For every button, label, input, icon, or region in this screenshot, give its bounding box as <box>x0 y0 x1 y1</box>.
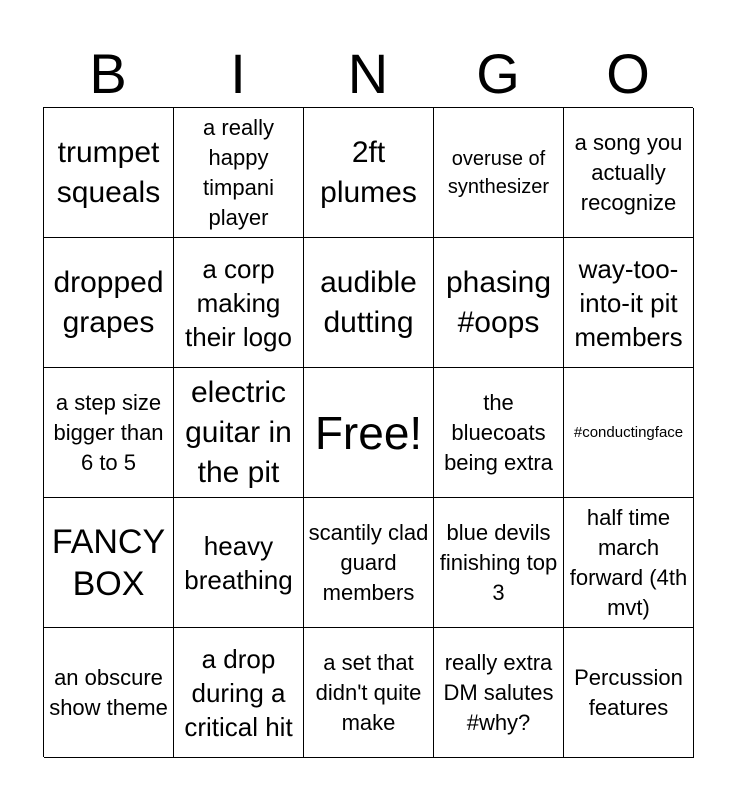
bingo-cell[interactable] <box>304 628 434 758</box>
bingo-cell[interactable] <box>304 238 434 368</box>
bingo-cell[interactable] <box>434 368 564 498</box>
cell-text: a really happy timpani player <box>203 114 274 230</box>
cell-text: a step size bigger than 6 to 5 <box>53 389 164 475</box>
bingo-cell[interactable] <box>564 628 694 758</box>
cell-text: the bluecoats being extra <box>444 389 553 475</box>
cell-text: scantily clad guard members <box>308 519 429 605</box>
header-letter-i: I <box>230 42 246 105</box>
cell-text: a corp making their logo <box>185 253 292 352</box>
bingo-card-grid <box>43 107 693 757</box>
cell-text: a song you actually recognize <box>574 129 683 215</box>
cell-text: phasing #oops <box>445 265 552 339</box>
header-letter-g: G <box>476 42 520 105</box>
cell-text: overuse of synthesizer <box>447 147 550 198</box>
bingo-cell[interactable] <box>174 108 304 238</box>
cell-text: an obscure show theme <box>49 664 168 720</box>
cell-text: electric guitar in the pit <box>185 375 292 489</box>
bingo-cell[interactable] <box>434 498 564 628</box>
bingo-cell[interactable] <box>434 628 564 758</box>
header-letter-b: B <box>89 42 127 105</box>
header-letter-n: N <box>347 42 389 105</box>
cell-text: heavy breathing <box>184 530 293 595</box>
bingo-cell[interactable] <box>44 238 174 368</box>
bingo-cell[interactable] <box>174 628 304 758</box>
cell-text: really extra DM salutes #why? <box>443 649 554 735</box>
cell-text: blue devils finishing top 3 <box>439 519 558 605</box>
free-space-text: Free! <box>314 406 423 459</box>
cell-text: 2ft plumes <box>320 135 417 209</box>
cell-text: FANCY BOX <box>51 522 166 603</box>
bingo-cell[interactable] <box>174 238 304 368</box>
bingo-cell[interactable] <box>44 108 174 238</box>
cell-text: half time march forward (4th mvt) <box>569 504 688 620</box>
cell-text: a set that didn't quite make <box>315 649 422 735</box>
cell-text: audible dutting <box>320 265 417 339</box>
bingo-cell[interactable] <box>434 108 564 238</box>
bingo-cell[interactable] <box>174 368 304 498</box>
cell-text: dropped grapes <box>53 265 164 339</box>
cell-text: Percussion features <box>574 664 683 720</box>
bingo-header <box>43 40 693 108</box>
cell-text: way-too-into-it pit members <box>574 253 683 352</box>
header-letter-o: O <box>606 42 650 105</box>
bingo-cell[interactable] <box>174 498 304 628</box>
bingo-cell[interactable] <box>564 108 694 238</box>
bingo-cell[interactable] <box>564 238 694 368</box>
cell-text: a drop during a critical hit <box>184 643 293 742</box>
bingo-cell[interactable] <box>304 108 434 238</box>
bingo-cell[interactable] <box>44 368 174 498</box>
bingo-cell[interactable] <box>434 238 564 368</box>
free-space-cell[interactable] <box>304 368 434 498</box>
bingo-cell[interactable] <box>304 498 434 628</box>
cell-text: trumpet squeals <box>56 135 161 209</box>
bingo-cell[interactable] <box>564 368 694 498</box>
bingo-cell[interactable] <box>44 628 174 758</box>
bingo-cell[interactable] <box>564 498 694 628</box>
bingo-cell[interactable] <box>44 498 174 628</box>
cell-text: #conductingface <box>573 423 684 441</box>
